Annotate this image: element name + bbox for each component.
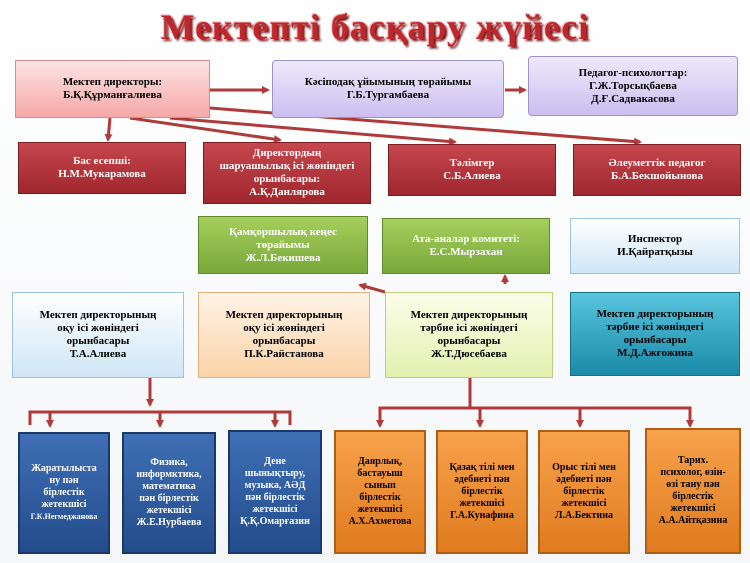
deputy-upbringing-2-box: Мектеп директорының тәрбие ісі жөніндегі орынбасары М.Д.Ажғожина	[570, 292, 740, 376]
union-box	[272, 60, 504, 118]
psych-name-2: Д.Ғ.Садвакасова	[591, 92, 675, 105]
deputy-economic-box: Директордың шаруашылық ісі жөніндегі орынбасары: А.Қ.Данлярова	[203, 142, 371, 204]
methodical-unit-4-box: Даярлық, бастауыш сынып бірлестік жетекшісі А.Х.Ахметова	[334, 430, 426, 554]
director-box	[15, 60, 210, 118]
methodical-unit-6-box: Орыс тілі мен әдебиеті пән бірлестік жетекшісі Л.А.Бектина	[538, 430, 630, 554]
methodical-unit-3-box: Дене шынықтыру, музыка, АӘД пән бірлестік жетекшісі Қ.Қ.Омарғазин	[228, 430, 322, 554]
bracket-right	[380, 408, 690, 425]
parents-committee-box: Ата-аналар комитеті: Е.С.Мырзахан	[382, 218, 550, 274]
psych-name-1: Г.Ж.Торсықбаева	[589, 79, 677, 92]
council-box: Қамқоршылық кеңес төрайымы Ж.Л.Бекишева	[198, 216, 368, 274]
mentor-box: Тәлімгер С.Б.Алиева	[388, 144, 556, 196]
methodical-unit-7-box: Тарих. психолог, өзін- өзі тану пән бірлестік жетекшісі А.А.Айтқазина	[645, 428, 741, 554]
psych-role: Педагог-психологтар:	[578, 66, 688, 79]
accountant-box: Бас есепші: Н.М.Мукарамова	[18, 142, 186, 194]
methodical-unit-1-box: Жаратылыста ну пән бірлестік жетекшісі Г.К.Негмеджанова	[18, 432, 110, 554]
psychologist-box	[528, 56, 738, 116]
deputy-upbringing-1-box: Мектеп директорының тәрбие ісі жөніндегі орынбасары Ж.Т.Дюсебаева	[385, 292, 553, 378]
deputy-edu-1-box: Мектеп директорының оқу ісі жөніндегі орынбасары Т.А.Алиева	[12, 292, 184, 378]
methodical-unit-5-box: Қазақ тілі мен әдебиеті пән бірлестік жетекшісі Г.А.Кунафина	[436, 430, 528, 554]
arrow-edu-council	[360, 285, 385, 292]
methodical-unit-2-box: Физика, информктика, математика пән бірлестік жетекшісі Ж.Е.Нурбаева	[122, 432, 216, 554]
union-role: Кәсіподақ ұйымының төрайымы	[304, 76, 472, 88]
deputy-edu-2-box: Мектеп директорының оқу ісі жөніндегі орынбасары П.К.Райстанова	[198, 292, 370, 378]
inspector-box: Инспектор И.Қайратқызы	[570, 218, 740, 274]
social-pedagogue-box: Әлеуметтік педагог Б.А.Бекшойынова	[573, 144, 741, 196]
arrow-director-accountant	[108, 118, 110, 140]
page-title: Мектепті басқару жүйесі	[160, 7, 590, 47]
director-role: Мектеп директоры:	[62, 76, 163, 88]
union-name: Г.Б.Тургамбаева	[346, 89, 430, 101]
director-name: Б.Қ.Құрманғалиева	[63, 89, 162, 101]
